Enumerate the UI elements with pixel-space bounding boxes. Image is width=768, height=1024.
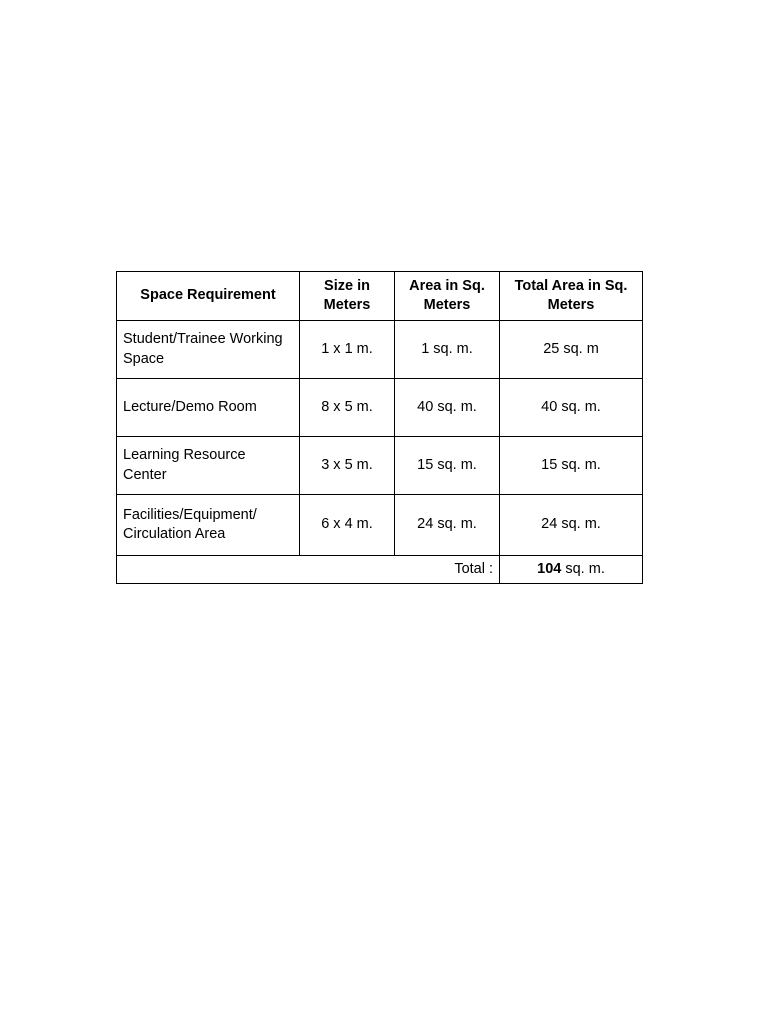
cell-size: 1 x 1 m. xyxy=(300,321,395,379)
total-value-cell xyxy=(500,556,643,584)
total-value: 104 xyxy=(537,560,562,577)
table-row xyxy=(117,321,643,379)
header-total-area: Total Area in Sq. Meters xyxy=(500,272,643,321)
cell-area: 24 sq. m. xyxy=(395,495,500,556)
cell-space: Student/Trainee Working Space xyxy=(117,321,300,379)
header-area-in-sq-meters: Area in Sq. Meters xyxy=(395,272,500,321)
table-header-row xyxy=(117,272,643,321)
header-space-requirement: Space Requirement xyxy=(117,272,300,321)
cell-space: Lecture/Demo Room xyxy=(117,379,300,437)
cell-space: Facilities/Equipment/ Circulation Area xyxy=(117,495,300,556)
cell-area: 15 sq. m. xyxy=(395,437,500,495)
space-requirement-table xyxy=(116,271,643,584)
table-row xyxy=(117,437,643,495)
cell-total-area: 40 sq. m. xyxy=(500,379,643,437)
cell-size: 3 x 5 m. xyxy=(300,437,395,495)
cell-size: 6 x 4 m. xyxy=(300,495,395,556)
cell-total-area: 25 sq. m xyxy=(500,321,643,379)
total-label: Total : xyxy=(117,556,500,584)
cell-space: Learning Resource Center xyxy=(117,437,300,495)
table-row xyxy=(117,495,643,556)
table-row xyxy=(117,379,643,437)
cell-total-area: 24 sq. m. xyxy=(500,495,643,556)
total-unit: sq. m. xyxy=(561,560,605,577)
cell-size: 8 x 5 m. xyxy=(300,379,395,437)
cell-area: 1 sq. m. xyxy=(395,321,500,379)
total-row xyxy=(117,556,643,584)
header-size-in-meters: Size in Meters xyxy=(300,272,395,321)
cell-area: 40 sq. m. xyxy=(395,379,500,437)
cell-total-area: 15 sq. m. xyxy=(500,437,643,495)
